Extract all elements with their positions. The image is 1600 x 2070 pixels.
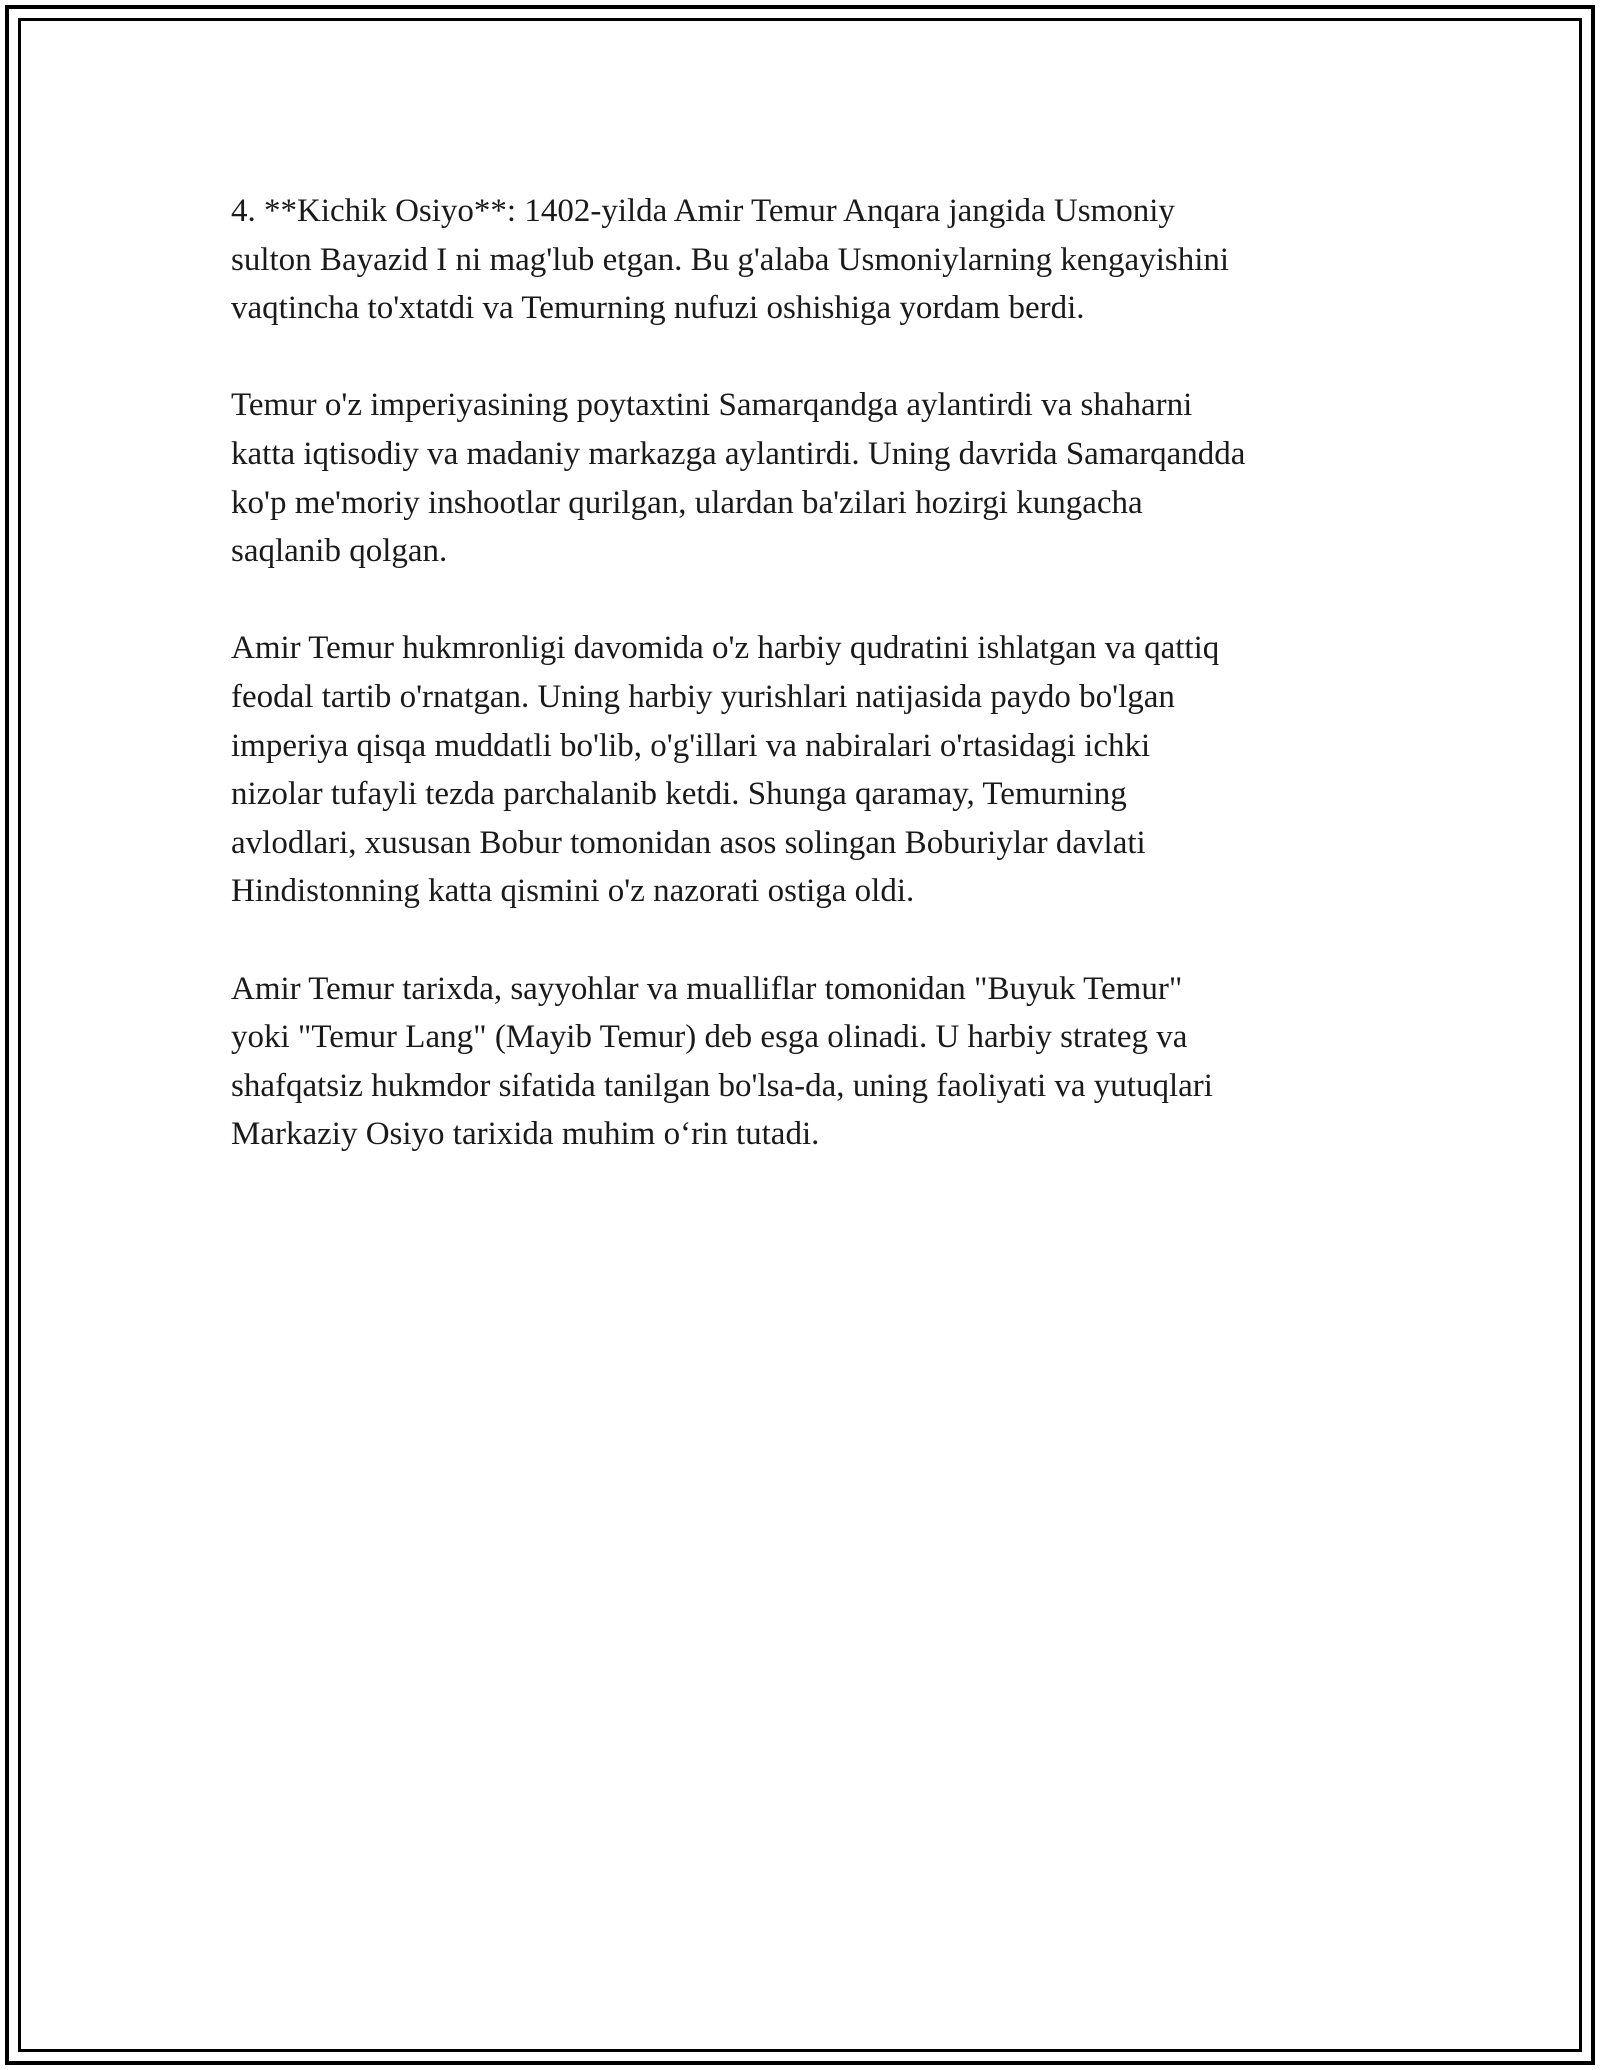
paragraph-kichik-osiyo: 4. **Kichik Osiyo**: 1402-yilda Amir Temur Anqara jangida Usmoniy sulton Bayazid I ni mag'lub etgan. Bu g'alaba Usmoniylarning kengayishini vaqtincha to'xtatdi va Temurning nufuzi oshishiga yordam berdi. [231, 193, 1230, 327]
paragraph-samarqand-capital: Temur o'z imperiyasining poytaxtini Samarqandga aylantirdi va shaharni katta iqtisodiy va madaniy markazga aylantirdi. Uning davrida Samarqandda ko'p me'moriy inshootlar qurilgan, ulardan ba'zilari hozirgi kungacha saqlanib qolgan. [231, 387, 1246, 570]
paragraph-rule-and-legacy: Amir Temur hukmronligi davomida o'z harbiy qudratini ishlatgan va qattiq feodal tartib o'rnatgan. Uning harbiy yurishlari natijasida paydo bo'lgan imperiya qisqa muddatli bo'lib, o'g'illari va nabiralari o'rtasidagi ichki nizolar tufayli tezda parchalanib ketdi. Shunga qaramay, Temurning avlodlari, xususan Bobur tomonidan asos solingan Boburiylar davlati Hindistonning katta qismini o'z nazorati ostiga oldi. [231, 630, 1220, 910]
document-body [231, 187, 1381, 1207]
paragraph-historical-reputation: Amir Temur tarixda, sayyohlar va mualliflar tomonidan "Buyuk Temur" yoki "Temur Lang" (Mayib Temur) deb esga olinadi. U harbiy strateg va shafqatsiz hukmdor sifatida tanilgan bo'lsa-da, uning faoliyati va yutuqlari Markaziy Osiyo tarixida muhim o‘rin tutadi. [231, 970, 1213, 1153]
